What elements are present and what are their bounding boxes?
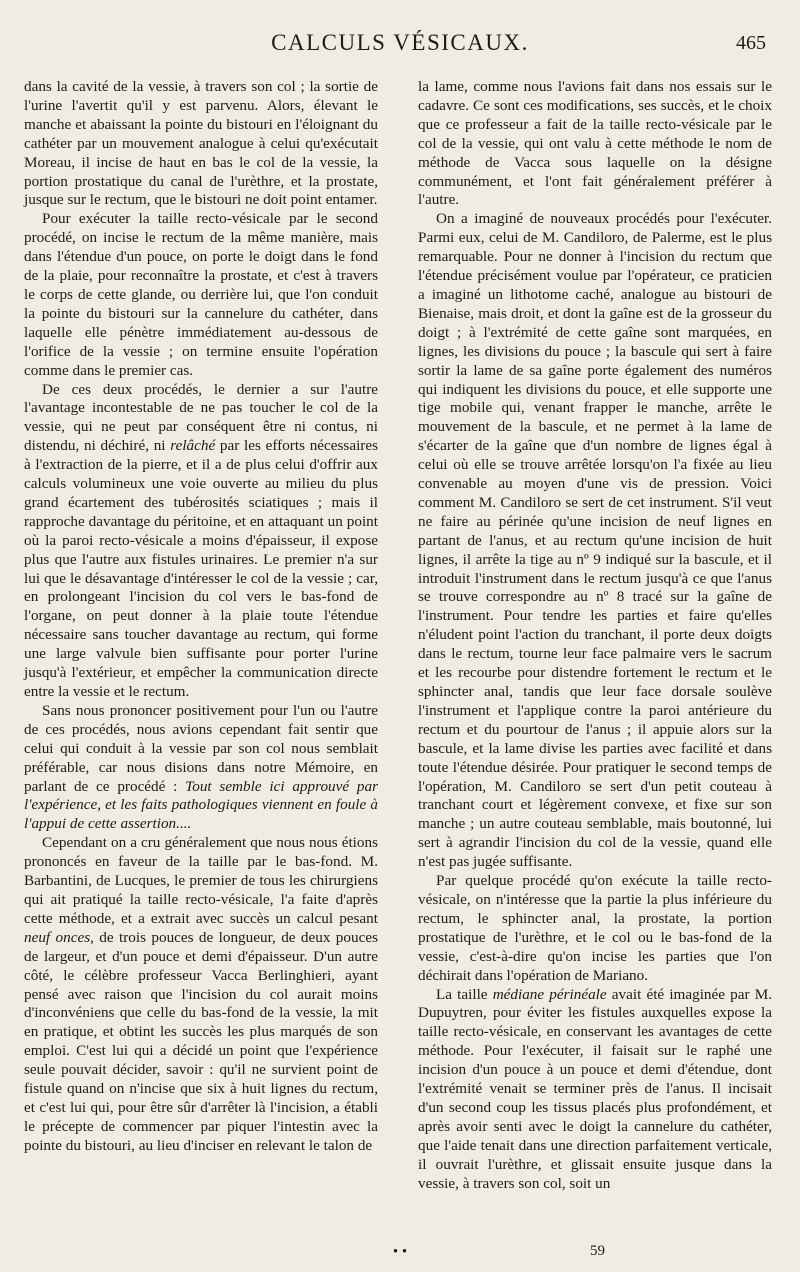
paragraph: la lame, comme nous l'avions fait dans nos essais sur le cadavre. Ce sont ces modifications, ses succès, et le choix que ce professeur a fait de la taille recto-vésicale par le col de la vessie, qui ont valu à cette méthode le nom de méthode de Vacca sous laquelle on la désigne communément, et l'ont fait généralement préférer à l'autre. [418, 78, 772, 209]
paragraph [24, 834, 378, 1155]
page-number: 465 [736, 32, 766, 54]
paragraph: On a imaginé de nouveaux procédés pour l'exécuter. Parmi eux, celui de M. Candiloro, de Palerme, est le plus remarquable. Pour ne donner à l'incision du rectum que l'étendue précisément voulue par l'opérateur, ce praticien a imaginé un lithotome caché, analogue au bistouri de Bienaise, mais droit, et dont la gaîne est de la grosseur du doigt ; à l'extrémité de cette gaîne sont marquées, en lignes, les divisions du pouce ; la bascule qui sert à faire sortir la lame de sa gaîne porte également des numéros qui indiquent les divisions du pouce, et elle supporte une tige mobile qui, venant frapper le manche, arrête le mouvement de la bascule, et ne permet à la lame de s'écarter de la gaîne que d'un nombre de lignes égal à celui où elle se trouve arrêtée lorsqu'on l'a fixée au lieu convenable au moyen d'une vis de pression. Voici comment M. Candiloro se sert de cet instrument. S'il veut ne faire au périnée qu'une incision de neuf lignes en partant de l'anus, et au rectum qu'une incision de huit lignes, il arrête la tige au nº 9 indiqué sur la bascule, et il introduit l'instrument dans le rectum jusqu'à ce que l'anus se trouve correspondre au nº 8 tracé sur la gaîne de l'instrument. Pour tendre les parties et faire qu'elles n'éludent point l'action du tranchant, il porte deux doigts dans le rectum, tourne leur face palmaire vers le sacrum et les recourbe pour distendre fortement le rectum et le sphincter anal, tandis que leur face dorsale soulève l'instrument et l'applique contre la paroi antérieure du rectum et du pourtour de l'anus ; il appuie alors sur la bascule, et la lame divise les parties avec facilité et dans toute l'étendue désirée. Pour pratiquer le second temps de l'opération, M. Candiloro se sert d'un petit couteau à tranchant court et légèrement convexe, et fixe sur son manche ; un autre couteau semblable, mais boutonné, lui sert à agrandir l'incision du col de la vessie, quand elle n'est pas jugée suffisante. [418, 210, 772, 871]
paragraph: dans la cavité de la vessie, à travers son col ; la sortie de l'urine l'avertit qu'il y est parvenu. Alors, élevant le manche et abaissant la pointe du bistouri en l'éloignant du cathéter par un mouvement analogue à celui qu'exécutait Moreau, il incise de haut en bas le col de la vessie, la portion prostatique du canal de l'urèthre, et la prostate, jusque sur le rectum, que le bistouri ne doit point entamer. [24, 78, 378, 209]
text-run: , de trois pouces de longueur, de deux pouces de largeur, et d'un pouce et demi d'épaisseur. D'un autre côté, le célèbre professeur Vacca Berlinghieri, ayant pensé avec raison que l'incision du col aurait moins d'inconvéniens que celle du bas-fond de la vessie, la mit en pratique, et obtint les succès les plus marqués de son emploi. C'est lui qui a décidé un point que l'expérience seule pouvait décider, savoir : qu'il ne survient point de fistule quand on n'incise que six à huit lignes du rectum, et c'est lui qui, pour être sûr d'arrêter là l'incision, a établi le précepte de commencer par piquer l'intestin avec la pointe du bistouri, au lieu d'inciser en relevant le talon de [24, 928, 378, 1154]
running-title: CALCULS VÉSICAUX. [271, 30, 529, 55]
signature-number: 59 [590, 1243, 605, 1259]
italic-text: neuf onces [24, 928, 91, 946]
paragraph [24, 702, 378, 834]
running-head [0, 30, 800, 60]
text-run: De ces deux procédés, le dernier a sur l'autre l'avantage incontestable de ne pas toucher le col de la vessie, qui ne peut par conséquent être ni contus, ni distendu, ni déchiré, ni [24, 380, 378, 455]
right-column [418, 78, 772, 1193]
paragraph [418, 986, 772, 1194]
paragraph: Pour exécuter la taille recto-vésicale par le second procédé, on incise le rectum de la même manière, mais dans l'étendue d'un pouce, on porte le doigt dans le fond de la plaie, pour reconnaître la prostate, et c'est à travers le corps de cette glande, ou derrière lui, que l'on conduit la pointe du bistouri sur la cannelure du cathéter, dans laquelle elle pénètre immédiatement au-dessous de l'orifice de la vessie ; on termine ensuite l'opération comme dans le premier cas. [24, 210, 378, 379]
paragraph [24, 381, 378, 702]
left-column [24, 78, 378, 1156]
paragraph: Par quelque procédé qu'on exécute la taille recto-vésicale, on n'intéresse que la partie la plus inférieure du rectum, le sphincter anal, la prostate, la portion prostatique de l'urèthre, et le col ou le bas-fond de la vessie, c'est-à-dire qu'on incise les parties que l'on déchirait dans l'opération de Mariano. [418, 872, 772, 984]
text-run: avait été imaginée par M. Dupuytren, pour éviter les fistules auxquelles expose la taille recto-vésicale, en conservant les avantages de cette méthode. Pour l'exécuter, il faisait sur le raphé une incision d'un pouce à un pouce et demi d'étendue, dont l'extrémité venait se terminer près de l'anus. Il incisait d'un second coup les tissus placés plus profondément, et après avoir senti avec le doigt la cannelure du cathéter, que l'aide tenait dans une direction parfaitement verticale, il ouvrait l'urèthre, et glissait ensuite jusque dans la vessie, à travers son col, soit un [418, 985, 772, 1192]
text-run: La taille [436, 985, 493, 1003]
text-run: Cependant on a cru généralement que nous nous étions prononcés en faveur de la taille par le bas-fond. M. Barbantini, de Lucques, le premier de tous les chirurgiens qui ait pratiqué la taille recto-vésicale, l'a faite d'après cette méthode, et a extrait avec succès un calcul pesant [24, 834, 378, 927]
text-run: Sans nous prononcer positivement pour l'un ou l'autre de ces procédés, nous avions cependant fait sentir que celui qui conduit à la vessie par son col nous semblait préférable, car nous disions dans notre Mémoire, en parlant de ce procédé : [24, 701, 378, 795]
italic-text: Tout semble ici approuvé par l'expérience, et les faits pathologiques viennent en foule à l'appui de cette assertion.... [24, 777, 378, 833]
text-run: par les efforts nécessaires à l'extraction de la pierre, et il a de plus celui d'offrir aux calculs volumineux une voie ouverte au milieu du plus grand écartement des tubérosités sciatiques ; mais il rapproche davantage du péritoine, et en attaquant un point où la paroi recto-vésicale a moins d'épaisseur, il expose plus que l'autre aux fistules urinaires. Le premier n'a sur lui que le désavantage d'intéresser le col de la vessie ; car, en prolongeant l'incision du col vers le bas-fond de l'organe, on peut donner à la plaie toute l'étendue nécessaire sans toucher davantage au rectum, qui forme une large valvule bien suffisante pour porter l'urine jusqu'à l'extérieur, et empêcher la communication directe entre la vessie et le rectum. [24, 437, 379, 700]
italic-text: médiane périnéale [492, 985, 607, 1003]
italic-text: relâché [170, 437, 216, 455]
signature-mark: • • [392, 1244, 408, 1260]
